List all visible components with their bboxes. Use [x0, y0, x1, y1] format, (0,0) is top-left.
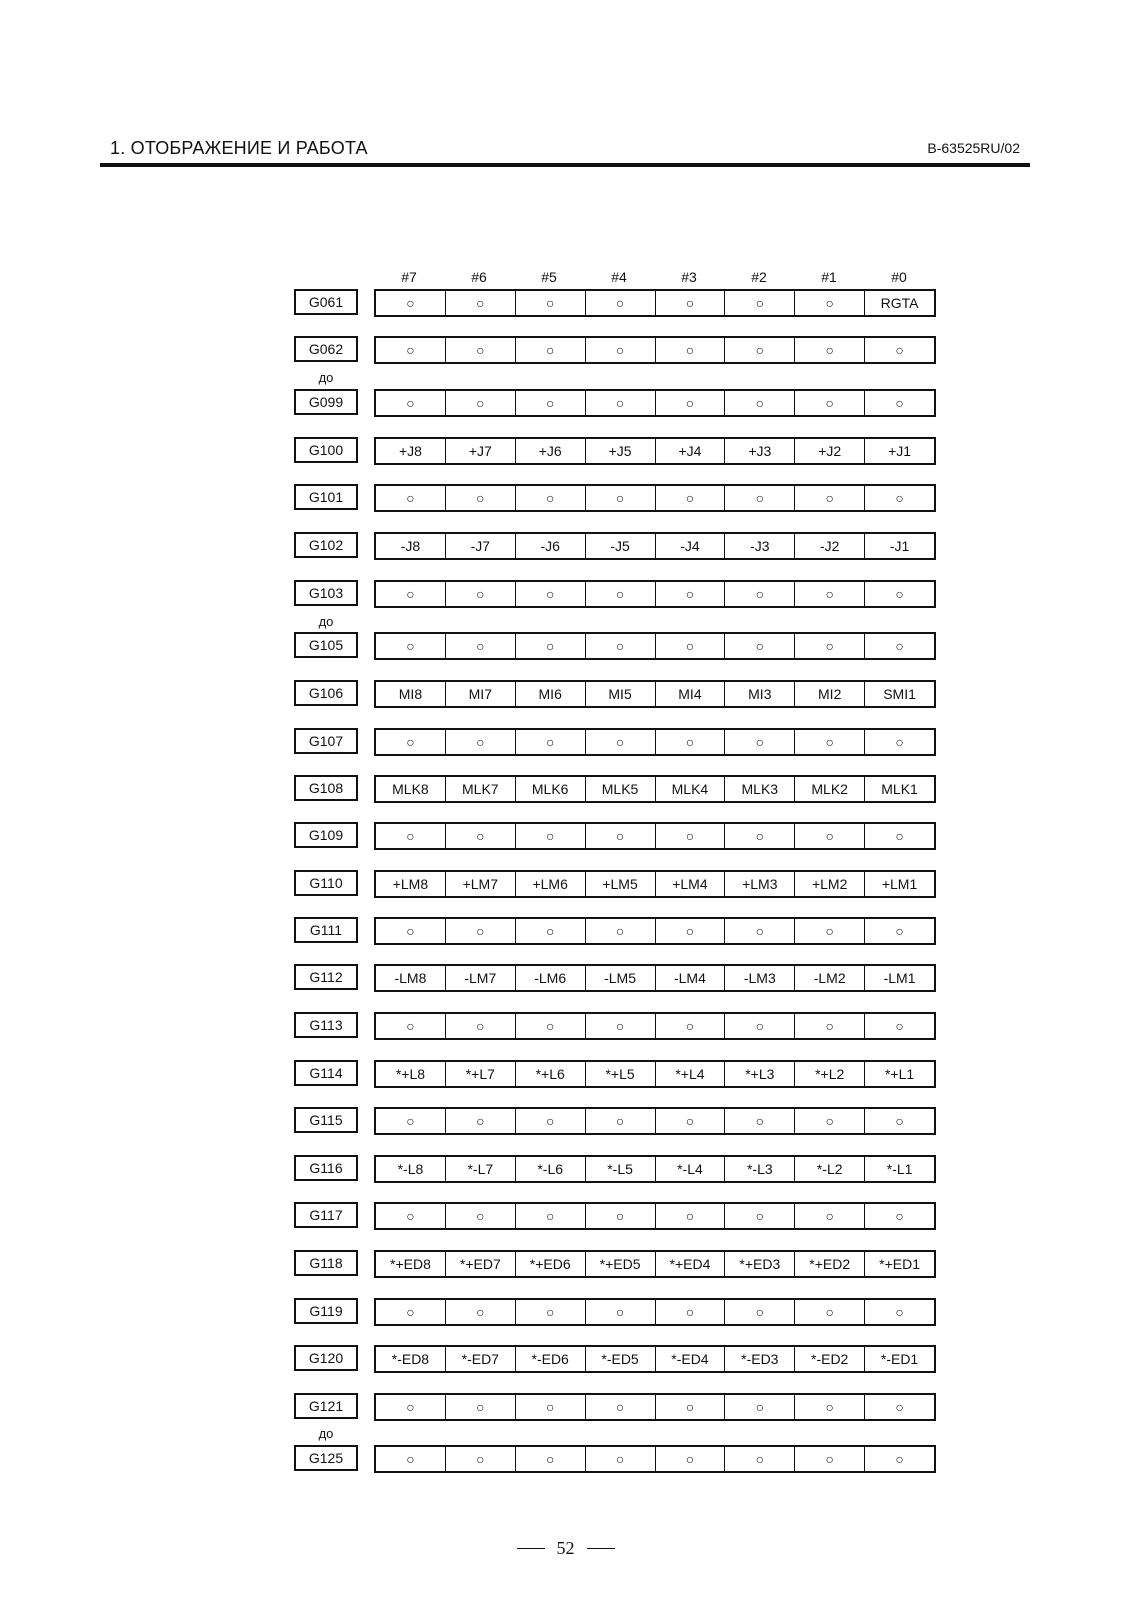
bit-cell: ○ — [794, 1300, 864, 1324]
bit-cell: *+ED2 — [794, 1252, 864, 1276]
bit-cell: ○ — [515, 730, 585, 754]
register-address: G125 — [294, 1445, 358, 1471]
bit-cell: ○ — [655, 1300, 725, 1324]
bit-cell: -J6 — [515, 534, 585, 558]
bit-cell: +J7 — [445, 439, 515, 463]
bit-cell: *+ED8 — [390, 1256, 431, 1272]
bit-cell: +LM3 — [724, 872, 794, 896]
footer-dash — [517, 1548, 545, 1549]
bit-cells — [374, 1250, 936, 1278]
bit-cells — [374, 680, 936, 708]
bit-cell: ○ — [864, 1447, 934, 1471]
register-address: G112 — [294, 964, 358, 990]
bit-cell: -LM6 — [515, 966, 585, 990]
bit-cell: *-ED5 — [585, 1347, 655, 1371]
bit-cell: ○ — [864, 391, 934, 415]
bit-cell: ○ — [724, 730, 794, 754]
bit-cell: ○ — [724, 634, 794, 658]
register-row — [0, 336, 1131, 366]
bit-cell: ○ — [864, 1014, 934, 1038]
bit-cell: ○ — [515, 1447, 585, 1471]
bit-cell: ○ — [864, 1300, 934, 1324]
range-label: до — [318, 370, 334, 385]
bit-cell: ○ — [445, 1014, 515, 1038]
bit-cell: ○ — [794, 730, 864, 754]
bit-cell: -LM1 — [864, 966, 934, 990]
bit-cells — [374, 632, 936, 660]
register-address: G100 — [294, 437, 358, 463]
bit-cell: ○ — [406, 490, 415, 506]
bit-cell: RGTA — [864, 291, 934, 315]
bit-cell: ○ — [864, 486, 934, 510]
bit-cell: ○ — [794, 486, 864, 510]
register-address: G120 — [294, 1345, 358, 1371]
bit-cell: *+L3 — [724, 1062, 794, 1086]
bit-cell: -J1 — [864, 534, 934, 558]
bit-cell: ○ — [794, 338, 864, 362]
bit-label: #0 — [891, 269, 907, 285]
bit-cell: ○ — [655, 338, 725, 362]
bit-cell: ○ — [445, 291, 515, 315]
register-row — [0, 1345, 1131, 1375]
bit-cell: ○ — [406, 923, 415, 939]
bit-cell: ○ — [724, 582, 794, 606]
bit-cell: ○ — [724, 1395, 794, 1419]
bit-label: #1 — [821, 269, 837, 285]
bit-cell: ○ — [445, 1395, 515, 1419]
bit-cell: ○ — [724, 486, 794, 510]
bit-cell: ○ — [864, 1109, 934, 1133]
bit-cell: ○ — [515, 338, 585, 362]
bit-cell: ○ — [794, 1204, 864, 1228]
bit-cell: MI4 — [655, 682, 725, 706]
bit-cell: ○ — [655, 730, 725, 754]
bit-cell: MI7 — [445, 682, 515, 706]
bit-cell: ○ — [445, 1300, 515, 1324]
bit-cell: MI5 — [585, 682, 655, 706]
register-address: G107 — [294, 728, 358, 754]
bit-cell: ○ — [864, 338, 934, 362]
register-row — [0, 964, 1131, 994]
bit-cell: ○ — [515, 1300, 585, 1324]
bit-cell: ○ — [515, 291, 585, 315]
register-address: G119 — [294, 1298, 358, 1324]
register-row — [0, 1445, 1131, 1475]
register-row — [0, 389, 1131, 419]
register-row — [0, 289, 1131, 319]
bit-cell: ○ — [406, 395, 415, 411]
bit-cells — [374, 964, 936, 992]
bit-cell: ○ — [515, 582, 585, 606]
bit-label: #4 — [611, 269, 627, 285]
bit-cell: ○ — [724, 1300, 794, 1324]
bit-cell: MLK1 — [864, 777, 934, 801]
bit-cell: ○ — [724, 824, 794, 848]
range-label: до — [318, 614, 334, 629]
bit-cell: ○ — [585, 824, 655, 848]
bit-cell: ○ — [406, 1451, 415, 1467]
bit-cell: ○ — [794, 824, 864, 848]
bit-cells — [374, 1445, 936, 1473]
bit-cell: ○ — [724, 1109, 794, 1133]
bit-cell: ○ — [445, 730, 515, 754]
bit-cell: +LM5 — [585, 872, 655, 896]
register-row — [0, 632, 1131, 662]
bit-cell: ○ — [445, 486, 515, 510]
bit-cell: -J4 — [655, 534, 725, 558]
bit-cell: *-ED4 — [655, 1347, 725, 1371]
page-header — [100, 136, 1030, 166]
bit-cell: ○ — [515, 634, 585, 658]
bit-cell: ○ — [655, 824, 725, 848]
register-address: G062 — [294, 336, 358, 362]
register-address: G108 — [294, 775, 358, 801]
bit-cell: *+L5 — [585, 1062, 655, 1086]
bit-cell: *-L2 — [794, 1157, 864, 1181]
bit-cell: ○ — [406, 1304, 415, 1320]
register-row — [0, 1250, 1131, 1280]
bit-cell: *+L4 — [655, 1062, 725, 1086]
bit-cells — [374, 336, 936, 364]
bit-cell: *-ED3 — [724, 1347, 794, 1371]
bit-cell: -J7 — [445, 534, 515, 558]
bit-cell: *-L7 — [445, 1157, 515, 1181]
bit-cell: MI2 — [794, 682, 864, 706]
footer-dash — [587, 1548, 615, 1549]
bit-cell: ○ — [406, 734, 415, 750]
bit-cell: -LM4 — [655, 966, 725, 990]
bit-cell: ○ — [445, 1109, 515, 1133]
bit-cell: ○ — [724, 338, 794, 362]
bit-cell: ○ — [585, 1300, 655, 1324]
bit-cell: +J3 — [724, 439, 794, 463]
bit-cell: ○ — [585, 634, 655, 658]
register-address: G103 — [294, 580, 358, 606]
bit-cell: *-L1 — [864, 1157, 934, 1181]
bit-cells — [374, 1107, 936, 1135]
bit-cell: *-L4 — [655, 1157, 725, 1181]
register-address: G116 — [294, 1155, 358, 1181]
bit-label: #2 — [751, 269, 767, 285]
register-address: G118 — [294, 1250, 358, 1276]
bit-cell: *+L1 — [864, 1062, 934, 1086]
bit-cell: ○ — [515, 919, 585, 943]
bit-cell: *-ED6 — [515, 1347, 585, 1371]
bit-cell: ○ — [585, 391, 655, 415]
register-address: G106 — [294, 680, 358, 706]
bit-cell: ○ — [585, 338, 655, 362]
register-address: G110 — [294, 870, 358, 896]
bit-cell: *+ED5 — [585, 1252, 655, 1276]
bit-cell: ○ — [445, 338, 515, 362]
bit-cells — [374, 1012, 936, 1040]
bit-cell: ○ — [655, 391, 725, 415]
bit-cell: -LM8 — [394, 970, 427, 986]
register-row — [0, 532, 1131, 562]
bit-cell: -LM7 — [445, 966, 515, 990]
bit-cell: +LM7 — [445, 872, 515, 896]
register-address: G099 — [294, 389, 358, 415]
bit-cell: ○ — [406, 1113, 415, 1129]
bit-cell: ○ — [655, 582, 725, 606]
bit-cell: ○ — [585, 1395, 655, 1419]
bit-cells — [374, 1393, 936, 1421]
bit-cell: ○ — [515, 1395, 585, 1419]
bit-cell: ○ — [864, 634, 934, 658]
bit-cell: ○ — [406, 1208, 415, 1224]
bit-cell: ○ — [724, 919, 794, 943]
register-row — [0, 484, 1131, 514]
bit-cells — [374, 1345, 936, 1373]
bit-cells — [374, 580, 936, 608]
bit-cell: *-L6 — [515, 1157, 585, 1181]
bit-cell: *-ED2 — [794, 1347, 864, 1371]
bit-cell: ○ — [724, 1014, 794, 1038]
bit-cell: ○ — [406, 586, 415, 602]
bit-cell: ○ — [406, 638, 415, 654]
bit-cell: ○ — [406, 1018, 415, 1034]
bit-cell: ○ — [655, 1395, 725, 1419]
bit-cells — [374, 437, 936, 465]
register-address: G113 — [294, 1012, 358, 1038]
bit-cell: ○ — [406, 828, 415, 844]
bit-cell: ○ — [585, 1109, 655, 1133]
bit-cell: MLK2 — [794, 777, 864, 801]
register-address: G109 — [294, 822, 358, 848]
bit-cell: ○ — [515, 486, 585, 510]
bit-cell: *-ED1 — [864, 1347, 934, 1371]
bit-cell: ○ — [724, 1204, 794, 1228]
bit-cell: ○ — [655, 919, 725, 943]
range-label: до — [318, 1426, 334, 1441]
register-row — [0, 1298, 1131, 1328]
register-row — [0, 870, 1131, 900]
bit-cell: ○ — [445, 634, 515, 658]
bit-cell: +J8 — [398, 443, 422, 459]
bit-cell: ○ — [794, 1447, 864, 1471]
bit-cell: ○ — [445, 582, 515, 606]
register-address: G117 — [294, 1202, 358, 1228]
bit-cell: -J8 — [400, 538, 421, 554]
register-address: G121 — [294, 1393, 358, 1419]
bit-cell: -LM2 — [794, 966, 864, 990]
bit-cell: ○ — [406, 1399, 415, 1415]
bit-cell: ○ — [515, 1014, 585, 1038]
bit-cell: -LM5 — [585, 966, 655, 990]
bit-cell: MI8 — [398, 686, 423, 702]
bit-cell: *-L3 — [724, 1157, 794, 1181]
bit-cell: ○ — [864, 1395, 934, 1419]
bit-cell: -J3 — [724, 534, 794, 558]
register-address: G111 — [294, 917, 358, 943]
bit-cell: ○ — [515, 1109, 585, 1133]
bit-cell: *+ED3 — [724, 1252, 794, 1276]
bit-cell: ○ — [655, 486, 725, 510]
bit-cells — [374, 775, 936, 803]
bit-cell: MLK6 — [515, 777, 585, 801]
bit-cell: ○ — [864, 919, 934, 943]
bit-cells — [374, 870, 936, 898]
bit-cell: ○ — [864, 824, 934, 848]
register-row — [0, 1012, 1131, 1042]
bit-cell: ○ — [655, 291, 725, 315]
register-row — [0, 1155, 1131, 1185]
bit-cell: ○ — [864, 1204, 934, 1228]
register-row — [0, 728, 1131, 758]
bit-cell: MLK3 — [724, 777, 794, 801]
register-row — [0, 1393, 1131, 1423]
bit-cell: ○ — [794, 582, 864, 606]
register-row — [0, 1060, 1131, 1090]
bit-cells — [374, 1202, 936, 1230]
bit-cell: ○ — [655, 1109, 725, 1133]
bit-cell: +J4 — [655, 439, 725, 463]
bit-cell: +J5 — [585, 439, 655, 463]
bit-cell: ○ — [585, 730, 655, 754]
bit-cells — [374, 484, 936, 512]
bit-cell: *+ED7 — [445, 1252, 515, 1276]
bit-cell: MLK4 — [655, 777, 725, 801]
bit-cell: *+L6 — [515, 1062, 585, 1086]
page-number: 52 — [556, 1538, 575, 1558]
bit-cell: +LM4 — [655, 872, 725, 896]
header-rule — [100, 163, 1030, 167]
bit-cell: ○ — [794, 919, 864, 943]
bit-cell: *-L8 — [397, 1161, 424, 1177]
register-row — [0, 1202, 1131, 1232]
register-row — [0, 917, 1131, 947]
register-row — [0, 775, 1131, 805]
bit-cell: *-L5 — [585, 1157, 655, 1181]
bit-cell: *-ED8 — [391, 1351, 430, 1367]
bit-cells — [374, 917, 936, 945]
bit-cells — [374, 532, 936, 560]
register-address: G105 — [294, 632, 358, 658]
register-row — [0, 580, 1131, 610]
page-footer — [0, 1538, 1131, 1559]
register-row — [0, 680, 1131, 710]
register-row — [0, 1107, 1131, 1137]
bit-cell: ○ — [515, 391, 585, 415]
bit-cell: +J6 — [515, 439, 585, 463]
bit-cell: *+ED1 — [864, 1252, 934, 1276]
bit-cell: MLK5 — [585, 777, 655, 801]
bit-cell: ○ — [406, 342, 415, 358]
bit-cell: ○ — [724, 1447, 794, 1471]
bit-cell: ○ — [585, 486, 655, 510]
bit-cells — [374, 289, 936, 317]
bit-cell: ○ — [406, 295, 415, 311]
bit-cell: ○ — [445, 1447, 515, 1471]
bit-cell: ○ — [445, 391, 515, 415]
bit-cells — [374, 728, 936, 756]
bit-cells — [374, 822, 936, 850]
bit-cell: *-ED7 — [445, 1347, 515, 1371]
bit-cell: -J5 — [585, 534, 655, 558]
bit-cell: ○ — [585, 1014, 655, 1038]
bit-cell: SMI1 — [864, 682, 934, 706]
bit-cell: +J2 — [794, 439, 864, 463]
bit-cell: *+ED6 — [515, 1252, 585, 1276]
register-address: G114 — [294, 1060, 358, 1086]
bit-cell: +LM8 — [392, 876, 429, 892]
bit-cell: MLK8 — [392, 781, 429, 797]
register-row — [0, 822, 1131, 852]
bit-cells — [374, 1298, 936, 1326]
bit-cell: MLK7 — [445, 777, 515, 801]
bit-cell: *+L2 — [794, 1062, 864, 1086]
section-title: 1. ОТОБРАЖЕНИЕ И РАБОТА — [110, 138, 368, 158]
bit-cell: ○ — [724, 291, 794, 315]
bit-cell: ○ — [655, 634, 725, 658]
bit-cell: ○ — [794, 391, 864, 415]
register-address: G115 — [294, 1107, 358, 1133]
register-row — [0, 437, 1131, 467]
bit-cell: ○ — [585, 291, 655, 315]
bit-label: #6 — [471, 269, 487, 285]
bit-cell: ○ — [655, 1447, 725, 1471]
bit-label: #3 — [681, 269, 697, 285]
bit-cell: ○ — [794, 1014, 864, 1038]
bit-cells — [374, 389, 936, 417]
bit-cell: ○ — [655, 1204, 725, 1228]
register-address: G102 — [294, 532, 358, 558]
bit-cell: ○ — [515, 824, 585, 848]
bit-cell: +LM1 — [864, 872, 934, 896]
bit-label: #7 — [401, 269, 417, 285]
document-code: B-63525RU/02 — [927, 140, 1020, 156]
bit-cell: ○ — [445, 824, 515, 848]
bit-cell: ○ — [445, 919, 515, 943]
bit-cell: ○ — [585, 582, 655, 606]
bit-cell: +LM6 — [515, 872, 585, 896]
bit-cell: -LM3 — [724, 966, 794, 990]
bit-cell: MI6 — [515, 682, 585, 706]
bit-cell: MI3 — [724, 682, 794, 706]
bit-cell: ○ — [724, 391, 794, 415]
bit-cell: ○ — [794, 1109, 864, 1133]
bit-cell: ○ — [585, 1447, 655, 1471]
bit-cell: ○ — [864, 730, 934, 754]
bit-cell: ○ — [445, 1204, 515, 1228]
bit-cell: ○ — [794, 1395, 864, 1419]
bit-cell: *+ED4 — [655, 1252, 725, 1276]
bit-cells — [374, 1155, 936, 1183]
bit-cell: +J1 — [864, 439, 934, 463]
bit-cells — [374, 1060, 936, 1088]
bit-cell: ○ — [585, 919, 655, 943]
register-address: G101 — [294, 484, 358, 510]
bit-cell: ○ — [515, 1204, 585, 1228]
bit-cell: *+L8 — [395, 1066, 426, 1082]
bit-cell: ○ — [794, 291, 864, 315]
bit-cell: ○ — [794, 634, 864, 658]
bit-cell: ○ — [864, 582, 934, 606]
bit-cell: *+L7 — [445, 1062, 515, 1086]
bit-cell: ○ — [585, 1204, 655, 1228]
bit-cell: ○ — [655, 1014, 725, 1038]
bit-label: #5 — [541, 269, 557, 285]
bit-cell: -J2 — [794, 534, 864, 558]
register-address: G061 — [294, 289, 358, 315]
bit-cell: +LM2 — [794, 872, 864, 896]
